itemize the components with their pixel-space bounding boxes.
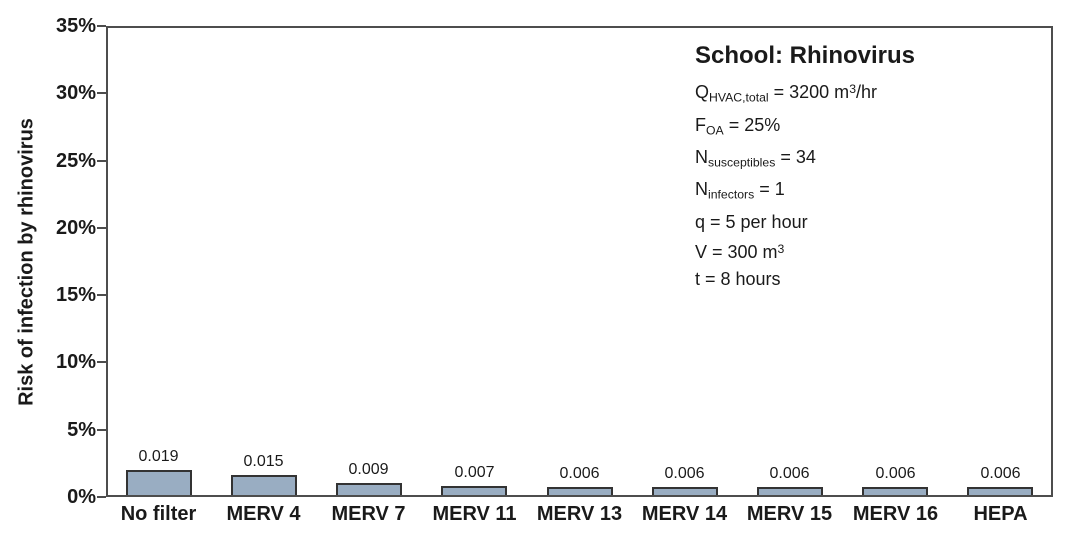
annotation-lines <box>695 76 1035 293</box>
y-tick-label: 5% <box>67 419 96 441</box>
bar-value-label: 0.015 <box>243 453 284 470</box>
bar-hepa <box>967 487 1033 495</box>
x-tick-label-merv-16: MERV 16 <box>852 503 939 525</box>
x-tick-label-merv-15: MERV 15 <box>746 503 833 525</box>
bar-value-label: 0.006 <box>559 465 600 482</box>
x-tick-label-merv-7: MERV 7 <box>331 503 406 525</box>
bar-value-label: 0.019 <box>138 448 179 465</box>
y-tick-mark <box>97 294 106 296</box>
x-tick-label-no-filter: No filter <box>120 503 197 525</box>
bar-value-label: 0.009 <box>348 461 389 478</box>
x-tick-label-merv-14: MERV 14 <box>641 503 728 525</box>
bar-value-label: 0.007 <box>454 464 495 481</box>
y-tick-label: 30% <box>55 82 96 104</box>
bar-no-filter <box>126 470 192 495</box>
bar-merv-14 <box>652 487 718 495</box>
bar-value-label: 0.006 <box>875 465 916 482</box>
bar-value-label: 0.006 <box>980 465 1021 482</box>
bar-merv-7 <box>336 483 402 495</box>
annotation-line: $N_{infectors} = 1$ <box>695 179 785 202</box>
bar-value-label: 0.006 <box>664 465 705 482</box>
bar-merv-16 <box>862 487 928 495</box>
y-tick-label: 10% <box>55 351 96 373</box>
y-tick-label: 15% <box>55 284 96 306</box>
y-tick-mark <box>97 496 106 498</box>
y-tick-label: 25% <box>55 150 96 172</box>
annotation-title: School: Rhinovirus <box>695 42 916 69</box>
annotation-line: $N_{susceptibles} = 34$ <box>695 146 816 170</box>
x-tick-label-hepa: HEPA <box>973 503 1028 525</box>
y-tick-label: 0% <box>67 486 96 508</box>
x-tick-label-merv-13: MERV 13 <box>536 503 623 525</box>
bar-merv-11 <box>441 486 507 495</box>
annotation-line: $Q_{HVAC,total} = 3200$ $m^3/hr$ <box>695 82 878 105</box>
y-tick-mark <box>97 227 106 229</box>
annotation-line: t = 8 hours <box>695 268 781 289</box>
y-tick-mark <box>97 361 106 363</box>
y-tick-mark <box>97 25 106 27</box>
annotation-line: V = 300 $m^3$ <box>695 241 785 262</box>
y-tick-mark <box>97 160 106 162</box>
bar-merv-13 <box>547 487 613 495</box>
annotation-line: $F_{OA} = 25\%$ <box>695 114 781 137</box>
y-tick-mark <box>97 92 106 94</box>
bar-value-label: 0.006 <box>769 465 810 482</box>
y-tick-mark <box>97 429 106 431</box>
annotation-box <box>695 42 1035 293</box>
bar-merv-15 <box>757 487 823 495</box>
bar-merv-4 <box>231 475 297 495</box>
annotation-line: q = 5 per hour <box>695 211 808 232</box>
y-tick-label: 20% <box>55 217 96 239</box>
y-tick-label: 35% <box>55 15 96 37</box>
x-tick-label-merv-4: MERV 4 <box>226 503 301 525</box>
y-axis-title: Risk of infection by rhinovirus <box>15 118 38 406</box>
x-tick-label-merv-11: MERV 11 <box>432 503 517 525</box>
